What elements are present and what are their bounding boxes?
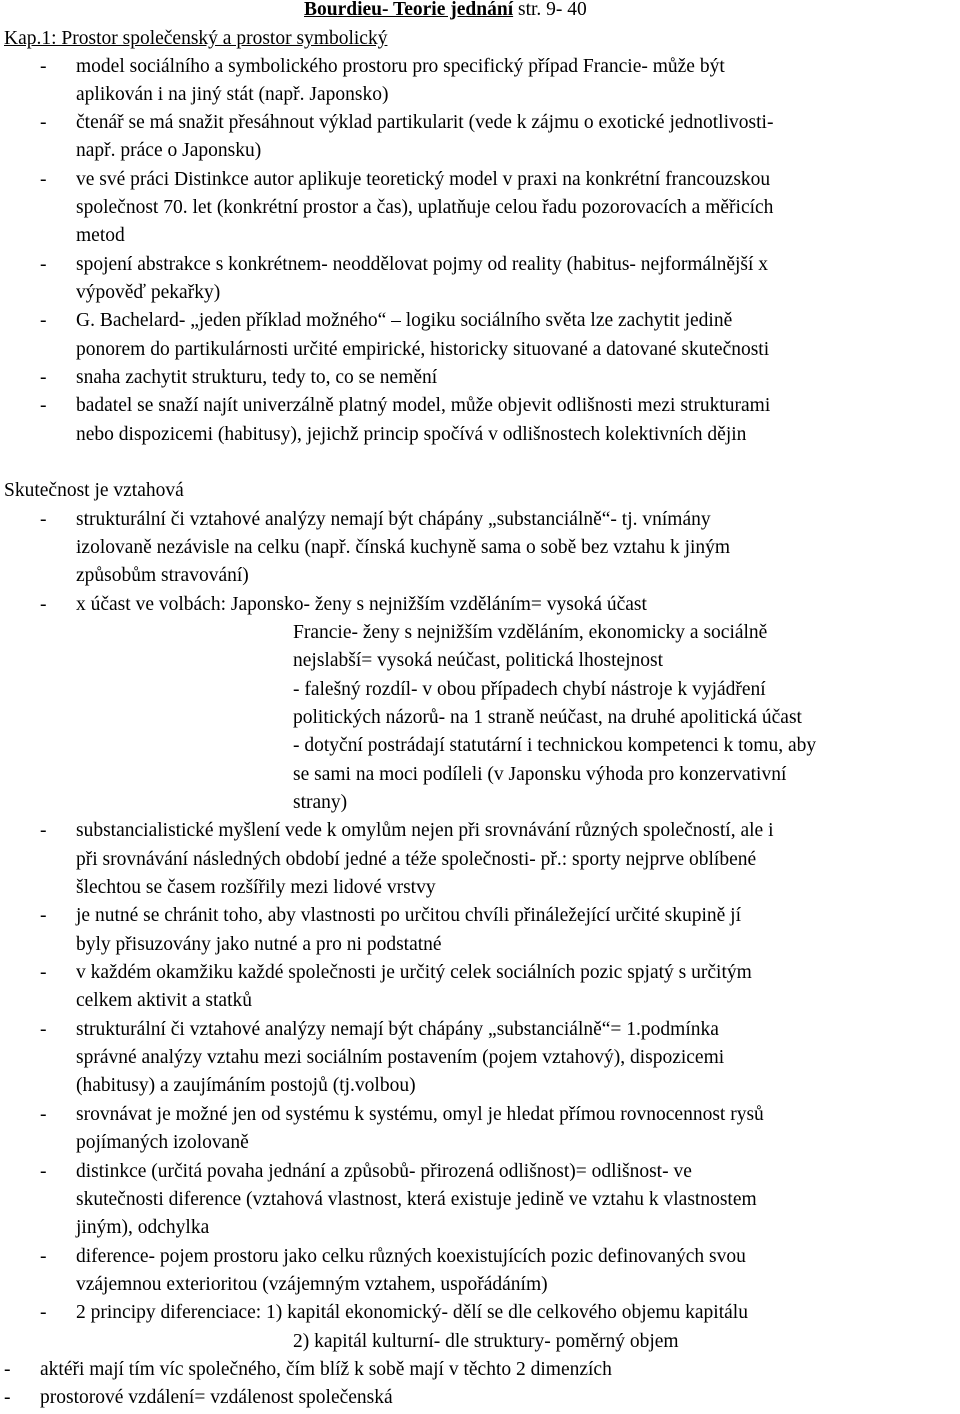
- text-line: ve své práci Distinkce autor aplikuje teoretický model v praxi na konkrétní francouzskou: [76, 169, 771, 190]
- text-line: - falešný rozdíl- v obou případech chybí nástroje k vyjádření: [293, 679, 766, 700]
- bullet-dash: -: [4, 1387, 11, 1408]
- text-line: Francie- ženy s nejnižším vzděláním, ekonomicky a sociálně: [293, 622, 768, 643]
- text-line: snaha zachytit strukturu, tedy to, co se nemění: [76, 367, 438, 388]
- title-bold: Bourdieu- Teorie jednání: [304, 0, 514, 20]
- text-line: vzájemnou exterioritou (vzájemným vztahem, uspořádáním): [76, 1274, 548, 1295]
- bullet-dash: -: [40, 310, 47, 331]
- text-line: model sociálního a symbolického prostoru pro specifický případ Francie- může být: [76, 56, 725, 77]
- chapter-heading: Kap.1: Prostor společenský a prostor symbolický: [4, 28, 388, 49]
- text-line: spojení abstrakce s konkrétnem- neoddělovat pojmy od reality (habitus- nejformálnější x: [76, 254, 769, 275]
- bullet-dash: -: [4, 1359, 11, 1380]
- text-line: izolovaně nezávisle na celku (např. čínská kuchyně sama o sobě bez vztahu k jiným: [76, 537, 731, 558]
- text-line: aplikován i na jiný stát (např. Japonsko): [76, 84, 389, 105]
- bullet-dash: -: [40, 169, 47, 190]
- text-line: prostorové vzdálení= vzdálenost společenská: [40, 1387, 393, 1408]
- bullet-dash: -: [40, 509, 47, 530]
- text-line: badatel se snaží najít univerzálně platný model, může objevit odlišnosti mezi strukturami: [76, 395, 771, 416]
- document-title: [304, 0, 587, 24]
- bullet-dash: -: [40, 1161, 47, 1182]
- text-line: (habitusy) a zaujímáním postojů (tj.volbou): [76, 1075, 416, 1096]
- text-line: způsobům stravování): [76, 565, 249, 586]
- text-line: distinkce (určitá povaha jednání a způsobů- přirozená odlišnost)= odlišnost- ve: [76, 1161, 692, 1182]
- bullet-dash: -: [40, 1302, 47, 1323]
- text-line: společnost 70. let (konkrétní prostor a čas), uplatňuje celou řadu pozorovacích a měřicích: [76, 197, 774, 218]
- text-line: se sami na moci podíleli (v Japonsku výhoda pro konzervativní: [293, 764, 787, 785]
- text-line: G. Bachelard- „jeden příklad možného“ – logiku sociálního světa lze zachytit jedině: [76, 310, 733, 331]
- text-line: správné analýzy vztahu mezi sociálním postavením (pojem vztahový), dispozicemi: [76, 1047, 725, 1068]
- text-line: strukturální či vztahové analýzy nemají být chápány „substanciálně“- tj. vnímány: [76, 509, 711, 530]
- bullet-dash: -: [40, 594, 47, 615]
- bullet-dash: -: [40, 254, 47, 275]
- text-line: ponorem do partikulárnosti určité empirické, historicky situované a datované skutečnosti: [76, 339, 770, 360]
- bullet-dash: -: [40, 56, 47, 77]
- bullet-dash: -: [40, 962, 47, 983]
- title-pages: str. 9- 40: [513, 0, 587, 20]
- text-line: x účast ve volbách: Japonsko- ženy s nejnižším vzděláním= vysoká účast: [76, 594, 647, 615]
- text-line: šlechtou se časem rozšířily mezi lidové vrstvy: [76, 877, 436, 898]
- section-heading: Skutečnost je vztahová: [4, 480, 184, 501]
- text-line: strany): [293, 792, 348, 813]
- bullet-dash: -: [40, 1104, 47, 1125]
- text-line: skutečnosti diference (vztahová vlastnost, která existuje jedině ve vztahu k vlastnostem: [76, 1189, 757, 1210]
- text-line: diference- pojem prostoru jako celku různých koexistujících pozic definovaných svou: [76, 1246, 746, 1267]
- text-line: celkem aktivit a statků: [76, 990, 252, 1011]
- text-line: substancialistické myšlení vede k omylům nejen při srovnávání různých společností, ale i: [76, 820, 774, 841]
- text-line: politických názorů- na 1 straně neúčast, na druhé apolitická účast: [293, 707, 802, 728]
- text-line: je nutné se chránit toho, aby vlastnosti po určitou chvíli přináležející určité skupině jí: [76, 905, 741, 926]
- text-line: jiným), odchylka: [76, 1217, 210, 1238]
- text-line: v každém okamžiku každé společnosti je určitý celek sociálních pozic spjatý s určitým: [76, 962, 752, 983]
- bullet-dash: -: [40, 395, 47, 416]
- text-line: nebo dispozicemi (habitusy), jejichž princip spočívá v odlišnostech kolektivních dějin: [76, 424, 747, 445]
- bullet-dash: -: [40, 367, 47, 388]
- text-line: pojímaných izolovaně: [76, 1132, 249, 1153]
- text-line: - dotyční postrádají statutární i technickou kompetenci k tomu, aby: [293, 735, 817, 756]
- text-line: nejslabší= vysoká neúčast, politická lhostejnost: [293, 650, 664, 671]
- text-line: byly přisuzovány jako nutné a pro ni podstatné: [76, 934, 442, 955]
- bullet-dash: -: [40, 1019, 47, 1040]
- bullet-dash: -: [40, 905, 47, 926]
- text-line: při srovnávání následných období jedné a téže společnosti- př.: sporty nejprve oblíbené: [76, 849, 757, 870]
- text-line: např. práce o Japonsku): [76, 140, 262, 161]
- text-line: 2 principy diferenciace: 1) kapitál ekonomický- dělí se dle celkového objemu kapitálu: [76, 1302, 748, 1323]
- text-line: aktéři mají tím víc společného, čím blíž k sobě mají v těchto 2 dimenzích: [40, 1359, 612, 1380]
- text-line: srovnávat je možné jen od systému k systému, omyl je hledat přímou rovnocennost rysů: [76, 1104, 764, 1125]
- bullet-dash: -: [40, 1246, 47, 1267]
- text-line: metod: [76, 225, 125, 246]
- bullet-dash: -: [40, 112, 47, 133]
- text-line: 2) kapitál kulturní- dle struktury- poměrný objem: [293, 1331, 679, 1352]
- text-line: strukturální či vztahové analýzy nemají být chápány „substanciálně“= 1.podmínka: [76, 1019, 719, 1040]
- bullet-dash: -: [40, 820, 47, 841]
- text-line: čtenář se má snažit přesáhnout výklad partikularit (vede k zájmu o exotické jednotlivosti-: [76, 112, 774, 133]
- text-line: výpověď pekařky): [76, 282, 221, 303]
